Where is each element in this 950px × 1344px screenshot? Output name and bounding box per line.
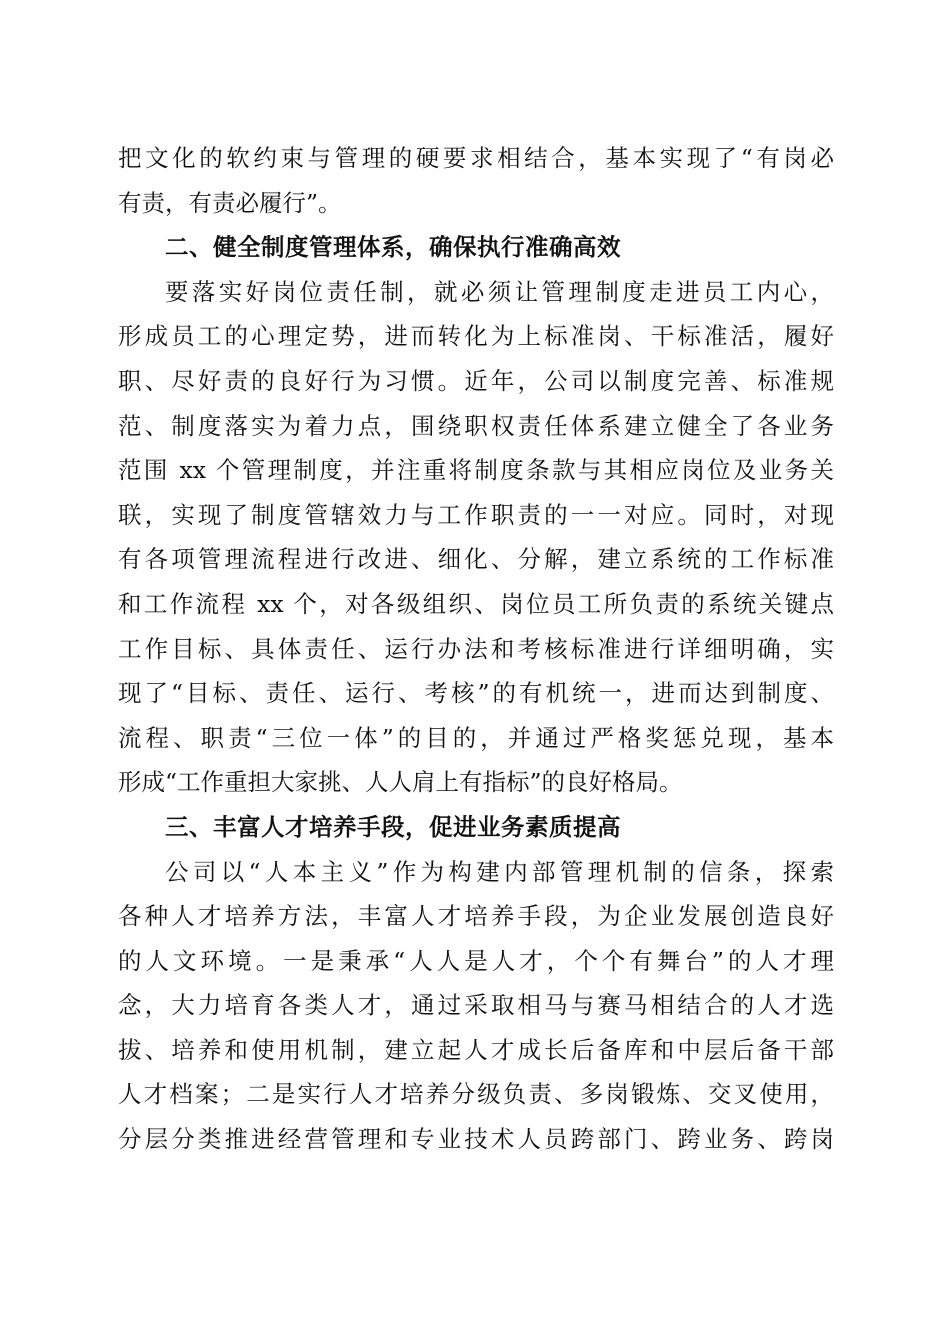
- body-line: 公司以“人本主义”作为构建内部管理机制的信条，探索: [165, 857, 834, 886]
- body-line: 念，大力培育各类人才，通过采取相马与赛马相结合的人才选: [118, 991, 834, 1020]
- body-line: 和工作流程 xx 个，对各级组织、岗位员工所负责的系统关键点: [118, 589, 834, 618]
- body-line: 有各项管理流程进行改进、细化、分解，建立系统的工作标准: [118, 545, 834, 574]
- body-line: 有责，有责必履行”。: [118, 188, 342, 217]
- body-line: 各种人才培养方法，丰富人才培养手段，为企业发展创造良好: [118, 902, 834, 931]
- body-line: 范围 xx 个管理制度，并注重将制度条款与其相应岗位及业务关: [118, 456, 834, 485]
- body-line: 流程、职责“三位一体”的目的，并通过严格奖惩兑现，基本: [118, 723, 834, 752]
- body-line: 人才档案；二是实行人才培养分级负责、多岗锻炼、交叉使用，: [118, 1080, 834, 1109]
- body-line: 分层分类推进经营管理和专业技术人员跨部门、跨业务、跨岗: [118, 1125, 834, 1154]
- section-heading: 三、丰富人才培养手段，促进业务素质提高: [165, 812, 621, 841]
- body-line: 把文化的软约束与管理的硬要求相结合，基本实现了“有岗必: [118, 144, 834, 172]
- body-line: 工作目标、具体责任、运行办法和考核标准进行详细明确，实: [118, 634, 834, 663]
- body-line: 范、制度落实为着力点，围绕职权责任体系建立健全了各业务: [118, 411, 834, 440]
- body-line: 职、尽好责的良好行为习惯。近年，公司以制度完善、标准规: [118, 366, 834, 395]
- body-line: 形成员工的心理定势，进而转化为上标准岗、干标准活，履好: [118, 322, 834, 351]
- document-body: [118, 136, 834, 1162]
- body-line: 拔、培养和使用机制，建立起人才成长后备库和中层后备干部: [118, 1035, 834, 1064]
- section-heading: 二、健全制度管理体系，确保执行准确高效: [165, 233, 621, 262]
- body-line: 要落实好岗位责任制，就必须让管理制度走进员工内心，: [165, 277, 834, 306]
- body-line: 的人文环境。一是秉承“人人是人才，个个有舞台”的人才理: [118, 946, 834, 975]
- body-line: 联，实现了制度管辖效力与工作职责的一一对应。同时，对现: [118, 500, 834, 529]
- body-line: 形成“工作重担大家挑、人人肩上有指标”的良好格局。: [118, 768, 683, 797]
- body-line: 现了“目标、责任、运行、考核”的有机统一，进而达到制度、: [118, 679, 834, 708]
